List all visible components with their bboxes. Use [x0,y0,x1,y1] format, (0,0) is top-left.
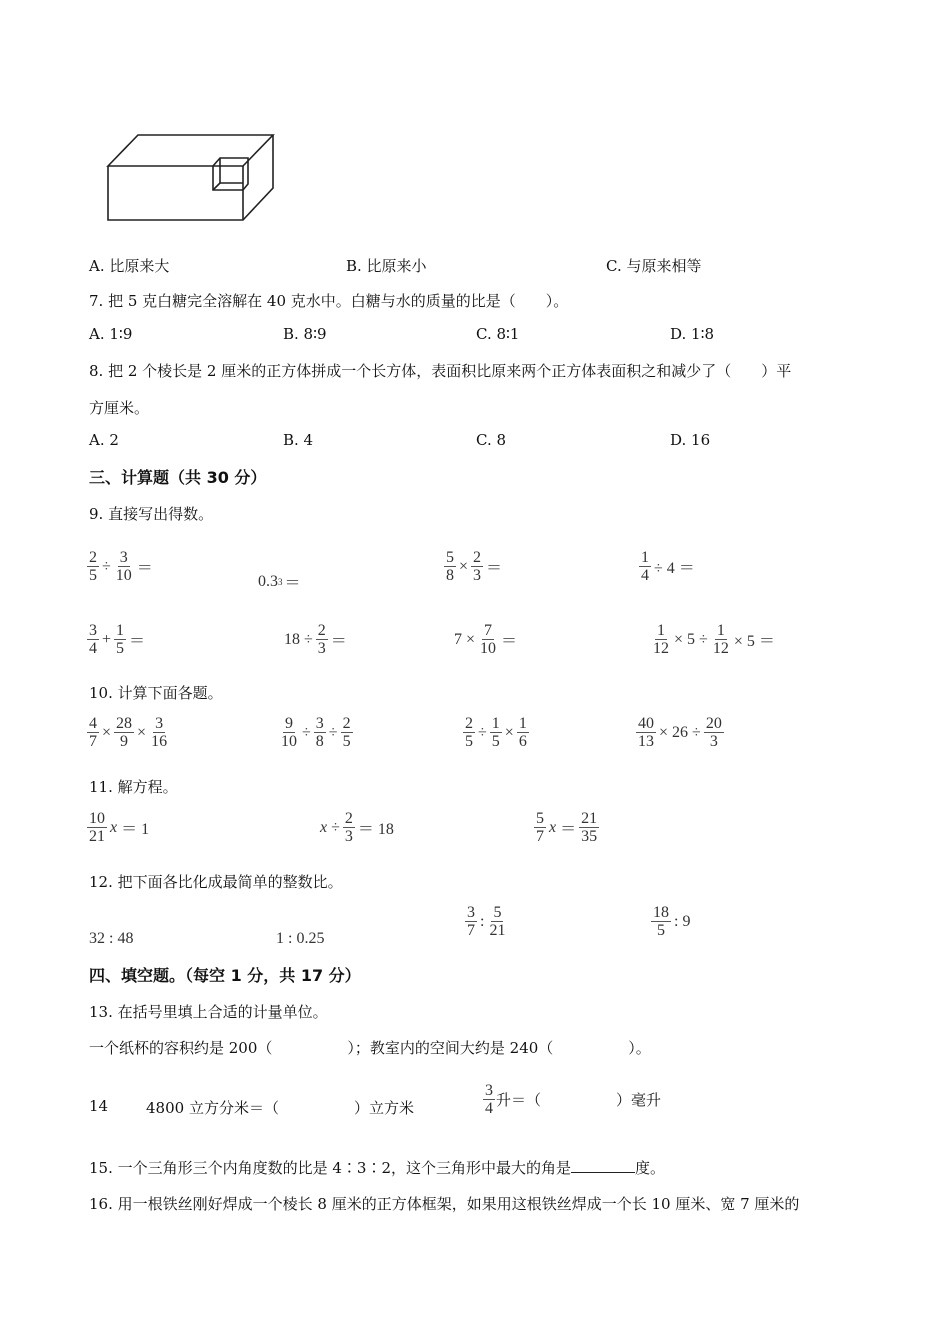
q9-expr-8: $\frac{1}{12}$ × 5 ÷ $\frac{1}{12}$ × 5 ＝ [653,622,775,657]
q9-expr-6: 18 ÷ $\frac{2}{3}$ ＝ [284,622,347,657]
q12-ratio-2: 1 : 0.25 [276,930,325,947]
q7-option-c[interactable]: C. 8∶1 [476,325,520,343]
q15-answer-blank[interactable] [571,1158,635,1173]
q16-stem: 16. 用一根铁丝刚好焊成一个棱长 8 厘米的正方体框架，如果用这根铁丝焊成一个长 10 厘米、宽 7 厘米的 [89,1195,800,1213]
q8-option-d[interactable]: D. 16 [670,431,711,449]
q12-ratio-4: 18 5 : 9 [653,904,691,939]
q10-expr-4: $\frac{40}{13}$ × 26 ÷ $\frac{20}{3}$ [638,715,722,750]
q9-expr-1: $\frac{2}{5}$ ÷ $\frac{3}{10}$ ＝ [89,549,153,584]
q12-ratio-3: 3 7 : 5 21 [467,904,506,939]
q11-equation-2: x ÷ $\frac{2}{3}$ ＝ 18 [320,810,394,845]
q15-line: 15. 一个三角形三个内角度数的比是 4∶3∶2，这个三角形中最大的角是 度。 [89,1159,666,1177]
q6-option-b[interactable]: B. 比原来小 [346,257,427,275]
q11-stem: 11. 解方程。 [89,778,178,796]
q13-line: 一个纸杯的容积约是 200（ ）；教室内的空间大约是 240（ ）。 [89,1039,651,1057]
q6-option-c[interactable]: C. 与原来相等 [606,257,702,275]
q11-equation-3: 5 7 x ＝ 21 35 [536,810,598,845]
q9-expr-2: 0.3 3 ＝ [258,572,301,592]
q14-part1: 4800 立方分米＝（ ）立方米 [146,1099,414,1117]
q14-number: 14 [89,1097,109,1115]
q9-expr-7: 7 × $\frac{7}{10}$ ＝ [454,622,518,657]
q9-expr-5: 3 4 + $\frac{1}{5}$ ＝ [89,622,146,657]
q10-expr-2: $\frac{9}{10}$ ÷ $\frac{3}{8}$ ÷ $\frac{2}{5}$ [281,715,351,750]
q12-stem: 12. 把下面各比化成最简单的整数比。 [89,873,343,891]
q10-expr-1: $\frac{4}{7}$ × $\frac{28}{9}$ × $\frac{3}{16}$ [89,715,168,750]
q8-option-b[interactable]: B. 4 [283,431,314,449]
q10-stem: 10. 计算下面各题。 [89,684,223,702]
q8-stem-line1: 8. 把 2 个棱长是 2 厘米的正方体拼成一个长方体，表面积比原来两个正方体表面积之和减少了（ ）平 [89,362,792,380]
q7-option-b[interactable]: B. 8∶9 [283,325,327,343]
q10-expr-3: $\frac{2}{5}$ ÷ $\frac{1}{5}$ × $\frac{1}{6}$ [465,715,527,750]
q14-part2: 3 4 升＝（ ）毫升 [485,1082,662,1117]
section-4-heading: 四、填空题。（每空 1 分，共 17 分） [89,966,361,985]
cuboid-figure [100,128,280,224]
q9-expr-3: $\frac{5}{8}$ × $\frac{2}{3}$ ＝ [446,549,503,584]
q8-stem-line2: 方厘米。 [89,399,150,417]
q13-stem: 13. 在括号里填上合适的计量单位。 [89,1003,328,1021]
q12-ratio-1: 32 : 48 [89,930,134,947]
q9-expr-4: $\frac{1}{4}$ ÷ 4 ＝ [641,549,695,584]
q8-option-c[interactable]: C. 8 [476,431,507,449]
q7-stem: 7. 把 5 克白糖完全溶解在 40 克水中。白糖与水的质量的比是（ ）。 [89,292,569,310]
q8-option-a[interactable]: A. 2 [89,431,119,449]
q6-option-a[interactable]: A. 比原来大 [89,257,170,275]
q9-stem: 9. 直接写出得数。 [89,505,214,523]
q7-option-a[interactable]: A. 1∶9 [89,325,133,343]
section-3-heading: 三、计算题（共 30 分） [89,468,267,487]
q7-option-d[interactable]: D. 1∶8 [670,325,715,343]
q11-equation-1: 10 21 x ＝ 1 [89,810,150,845]
